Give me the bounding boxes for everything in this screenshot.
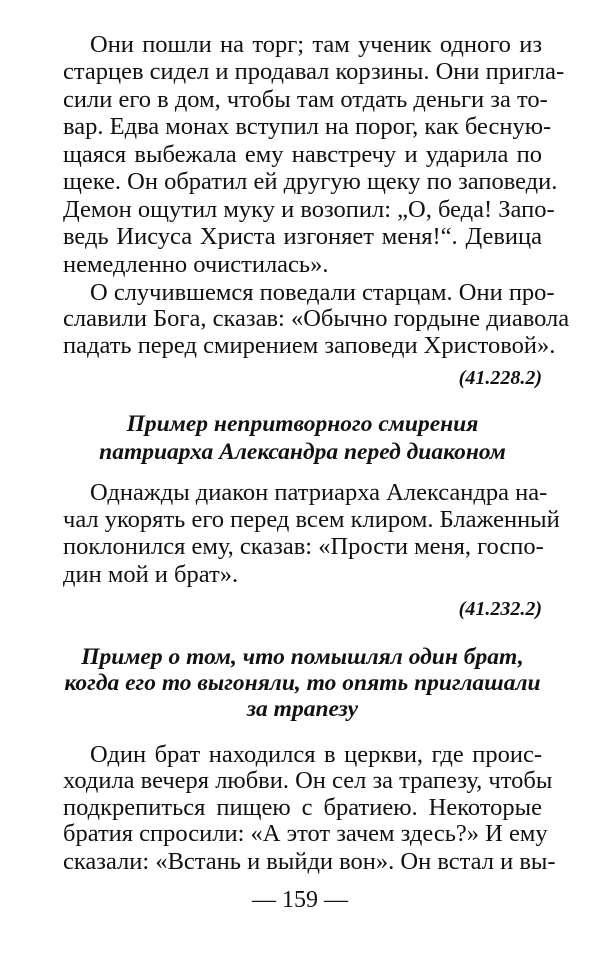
text-line: чал укорять его перед всем клиром. Блаженный <box>63 506 560 533</box>
page-number: — 159 — <box>252 887 348 913</box>
text-line: ходила вечеря любви. Он сел за трапезу, чтобы <box>63 767 553 794</box>
text-line: братия спросили: «А этот зачем здесь?» И ему <box>63 820 548 847</box>
heading-line: когда его то выгоняли, то опять приглашали <box>64 670 541 696</box>
text-line: Демон ощутил муку и возопил: „О, беда! Запо- <box>63 196 555 223</box>
text-line: Они пошли на торг; там ученик одного из <box>90 31 542 58</box>
text-line: Однажды диакон патриарха Александра на- <box>90 479 548 506</box>
text-line: немедленно очистилась». <box>63 251 329 278</box>
text-line: щеке. Он обратил ей другую щеку по заповеди. <box>63 168 558 195</box>
text-line: Один брат находился в церкви, где проис- <box>90 741 542 768</box>
source-reference: (41.228.2) <box>458 367 542 389</box>
text-line: славили Бога, сказав: «Обычно гордыне диавола <box>63 305 570 332</box>
text-line: щаяся выбежала ему навстречу и ударила по <box>63 141 542 168</box>
heading-line: Пример непритворного смирения <box>126 411 479 437</box>
text-line: сили его в дом, чтобы там отдать деньги за то- <box>63 86 548 113</box>
text-line: подкрепиться пищею с братиею. Некоторые <box>63 794 542 821</box>
text-line: ведь Иисуса Христа изгоняет меня!“. Девица <box>63 223 542 250</box>
text-line: вар. Едва монах вступил на порог, как бесную- <box>63 113 552 140</box>
text-line: О случившемся поведали старцам. Они про- <box>90 279 555 306</box>
source-reference: (41.232.2) <box>458 598 542 620</box>
text-line: поклонился ему, сказав: «Прости меня, госпо- <box>63 533 544 560</box>
text-line: сказали: «Встань и выйди вон». Он встал и вы- <box>63 848 556 875</box>
text-line: дин мой и брат». <box>63 561 239 588</box>
heading-line: Пример о том, что помышлял один брат, <box>81 644 524 670</box>
text-line: старцев сидел и продавал корзины. Они пригла- <box>63 58 565 85</box>
text-line: падать перед смирением заповеди Христовой». <box>63 332 556 359</box>
heading-line: патриарха Александра перед диаконом <box>99 439 506 465</box>
heading-line: за трапезу <box>246 696 359 722</box>
